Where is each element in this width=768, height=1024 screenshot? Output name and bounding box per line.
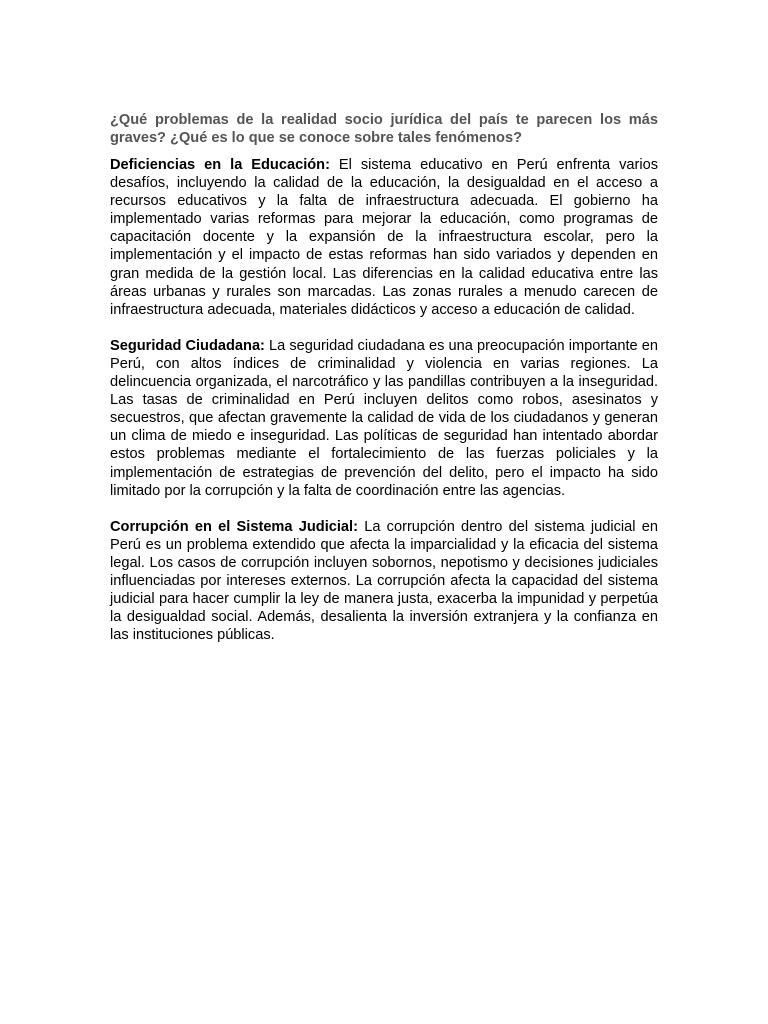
section-judicial (110, 518, 658, 645)
section-heading-security: Seguridad Ciudadana: (110, 337, 265, 354)
document-content (110, 111, 658, 662)
section-body-judicial: La corrupción dentro del sistema judicial en Perú es un problema extendido que afecta la imparcialidad y la eficacia del sistema legal. Los casos de corrupción incluyen sobornos, nepotismo y decisiones judiciales influenciadas por intereses externos. La corrupción afecta la capacidad del sistema judicial para hacer cumplir la ley de manera justa, exacerba la impunidad y perpetúa la desigualdad social. Además, desalienta la inversión extranjera y la confianza en las instituciones públicas. (110, 518, 658, 644)
section-security (110, 337, 658, 500)
section-heading-education: Deficiencias en la Educación: (110, 157, 330, 173)
section-body-security: La seguridad ciudadana es una preocupación importante en Perú, con altos índices de criminalidad y violencia en varias regiones. La delincuencia organizada, el narcotráfico y las pandillas contribuyen a la inseguridad. Las tasas de criminalidad en Perú incluyen delitos como robos, asesinatos y secuestros, que afectan gravemente la calidad de vida de los ciudadanos y generan un clima de miedo e inseguridad. Las políticas de seguridad han intentado abordar estos problemas mediante el fortalecimiento de las fuerzas policiales y la implementación de estrategias de prevención del delito, pero el impacto ha sido limitado por la corrupción y la falta de coordinación entre las agencias. (110, 337, 658, 499)
section-education (110, 156, 658, 319)
question-heading: ¿Qué problemas de la realidad socio jurídica del país te parecen los más graves? ¿Qué es lo que se conoce sobre tales fenómenos? (110, 112, 658, 146)
section-body-education: El sistema educativo en Perú enfrenta varios desafíos, incluyendo la calidad de la educación, la desigualdad en el acceso a recursos educativos y la falta de infraestructura adecuada. El gobierno ha implementado varias reformas para mejorar la educación, como programas de capacitación docente y la expansión de la infraestructura escolar, pero la implementación y el impacto de estas reformas han sido variados y dependen en gran medida de la gestión local. Las diferencias en la calidad educativa entre las áreas urbanas y rurales son marcadas. Las zonas rurales a menudo carecen de infraestructura adecuada, materiales didácticos y acceso a educación de calidad. (110, 157, 659, 318)
section-heading-judicial: Corrupción en el Sistema Judicial: (110, 518, 358, 535)
